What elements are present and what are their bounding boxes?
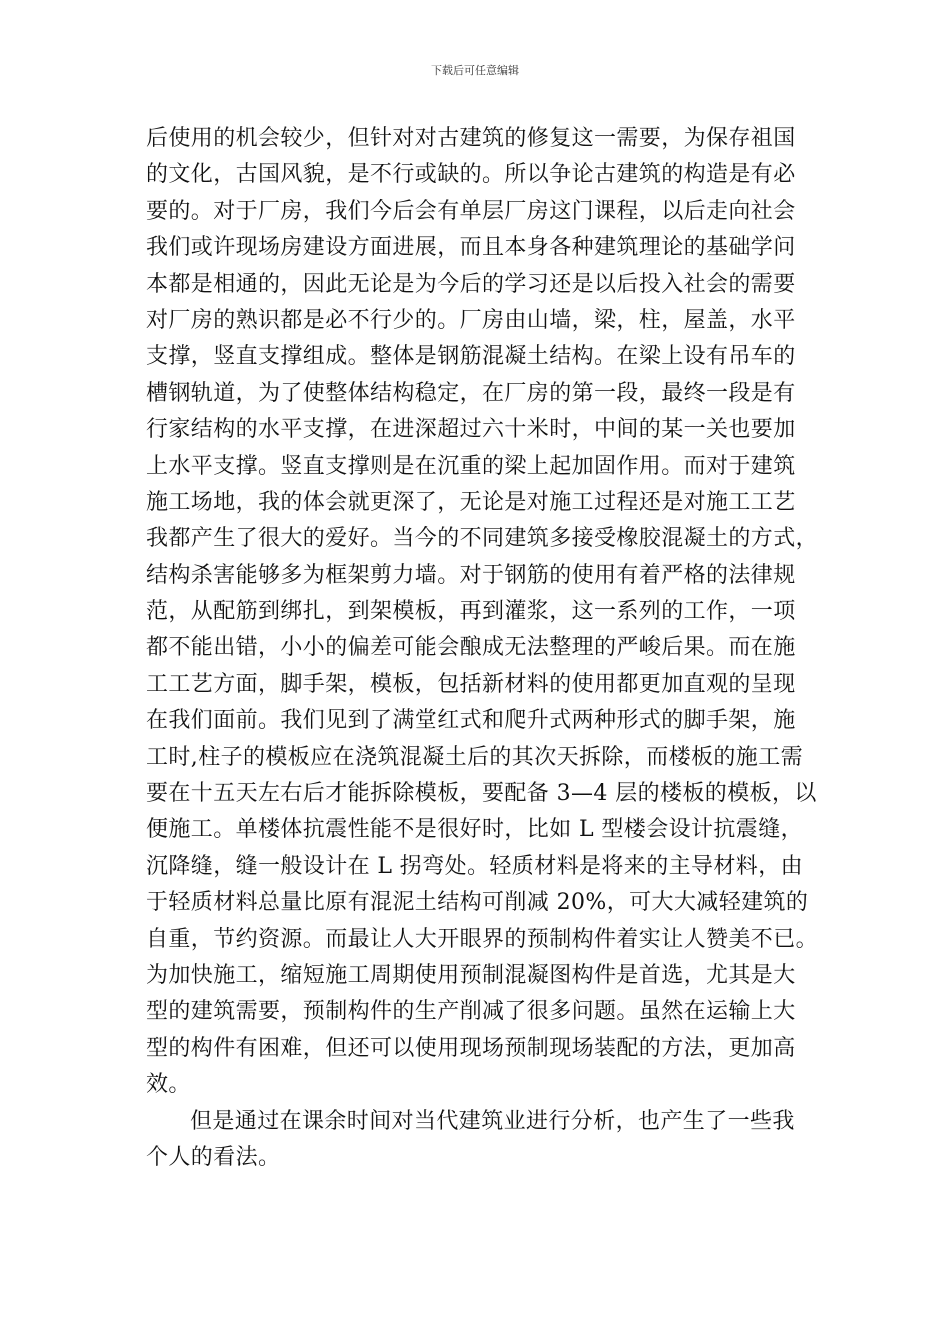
text-line: 施工场地，我的体会就更深了，无论是对施工过程还是对施工工艺 [146, 489, 796, 515]
text-line: 支撑，竖直支撑组成。整体是钢筋混凝土结构。在梁上设有吊车的 [146, 344, 796, 370]
text-line: 槽钢轨道，为了使整体结构稳定，在厂房的第一段，最终一段是有 [146, 380, 796, 406]
text-line: 要在十五天左右后才能拆除模板，要配备 3—4 层的楼板的模板，以 [146, 781, 817, 807]
text-line: 沉降缝，缝一般设计在 L 拐弯处。轻质材料是将来的主导材料，由 [146, 853, 803, 879]
text-line: 于轻质材料总量比原有混泥土结构可削减 20%，可大大减轻建筑的 [146, 890, 809, 916]
text-line: 行家结构的水平支撑，在进深超过六十米时，中间的某一关也要加 [146, 417, 796, 443]
text-line: 自重，节约资源。而最让人大开眼界的预制构件着实让人赞美不已。 [146, 926, 819, 952]
text-line: 型的建筑需要，预制构件的生产削减了很多问题。虽然在运输上大 [146, 999, 796, 1025]
text-line: 范，从配筋到绑扎，到架模板，再到灌浆，这一系列的工作，一项 [146, 599, 796, 625]
text-line: 为加快施工，缩短施工周期使用预制混凝图构件是首选，尤其是大 [146, 962, 796, 988]
text-line: 在我们面前。我们见到了满堂红式和爬升式两种形式的脚手架，施 [146, 708, 796, 734]
text-line: 便施工。单楼体抗震性能不是很好时，比如 L 型楼会设计抗震缝， [146, 817, 803, 843]
text-line: 型的构件有困难，但还可以使用现场预制现场装配的方法，更加高 [146, 1035, 796, 1061]
text-line: 个人的看法。 [146, 1144, 281, 1170]
text-line: 我都产生了很大的爱好。当今的不同建筑多接受橡胶混凝土的方式， [146, 526, 819, 552]
text-line: 的文化，古国风貌，是不行或缺的。所以争论古建筑的构造是有必 [146, 162, 796, 188]
text-line: 我们或许现场房建设方面进展，而且本身各种建筑理论的基础学问 [146, 235, 796, 261]
body-text [146, 121, 826, 1176]
text-line: 但是通过在课余时间对当代建筑业进行分析，也产生了一些我 [190, 1108, 795, 1134]
text-line: 对厂房的熟识都是必不行少的。厂房由山墙，梁，柱，屋盖，水平 [146, 307, 796, 333]
text-line: 结构杀害能够多为框架剪力墙。对于钢筋的使用有着严格的法律规 [146, 562, 796, 588]
text-line: 工时,柱子的模板应在浇筑混凝土后的其次天拆除，而楼板的施工需 [146, 744, 803, 770]
page-header: 下载后可任意编辑 [431, 64, 519, 77]
text-line: 工工艺方面，脚手架，模板，包括新材料的使用都更加直观的呈现 [146, 671, 796, 697]
text-line: 效。 [146, 1072, 191, 1098]
text-line: 本都是相通的，因此无论是为今后的学习还是以后投入社会的需要 [146, 271, 796, 297]
paragraph [146, 121, 826, 1104]
text-line: 后使用的机会较少，但针对对古建筑的修复这一需要，为保存祖国 [146, 126, 796, 151]
text-line: 上水平支撑。竖直支撑则是在沉重的梁上起加固作用。而对于建筑 [146, 453, 796, 479]
text-line: 要的。对于厂房，我们今后会有单层厂房这门课程，以后走向社会 [146, 198, 796, 224]
text-line: 都不能出错，小小的偏差可能会酿成无法整理的严峻后果。而在施 [146, 635, 796, 661]
paragraph [146, 1104, 826, 1177]
